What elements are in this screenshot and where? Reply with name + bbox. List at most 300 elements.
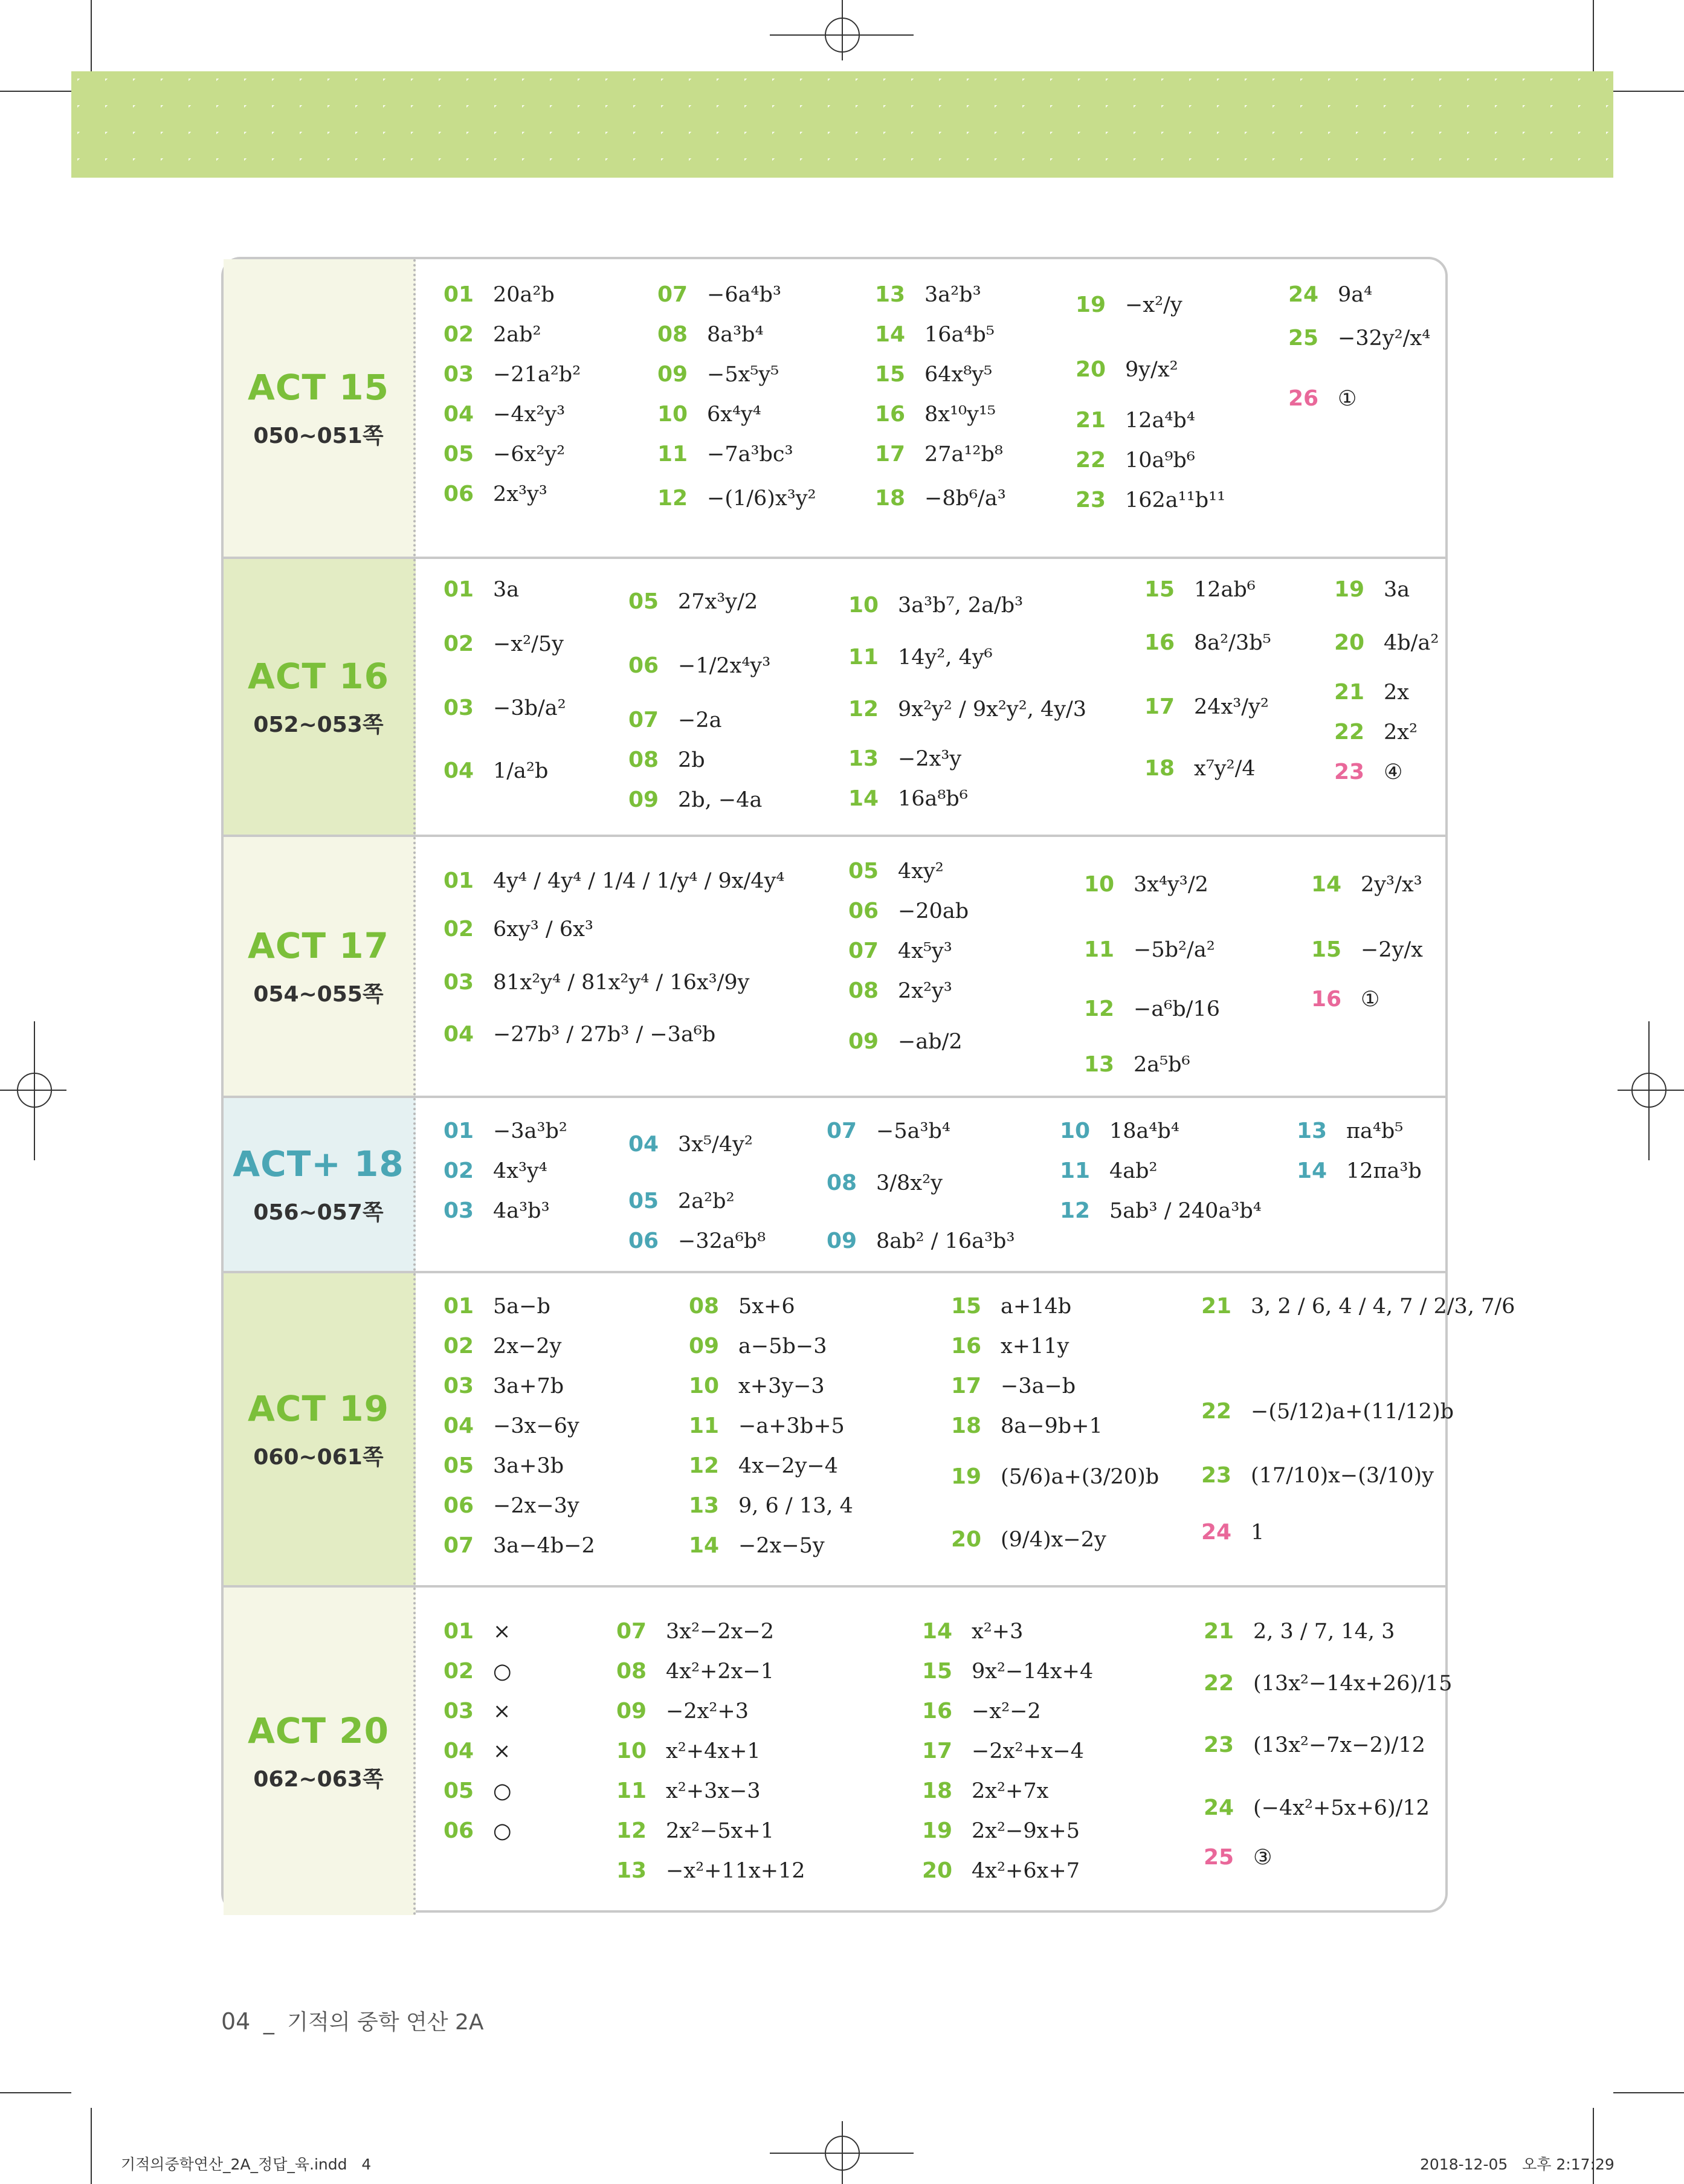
act-pages: 052~053쪽 [253,712,384,737]
answer-item [616,1619,774,1644]
answer-item [827,1119,950,1143]
answer-number: 05 [628,589,659,614]
answer-value: −x²/5y [493,632,564,656]
answer-number: 21 [1204,1619,1234,1644]
answer-number: 14 [922,1619,953,1644]
answer-number: 23 [1334,760,1365,784]
answer-item [1334,630,1439,655]
answer-value: −5b²/a² [1134,937,1215,962]
answer-value: (9/4)x−2y [1001,1527,1106,1552]
footer-separator: _ [263,2010,274,2035]
answer-item [1204,1845,1272,1870]
answer-value: 2x−2y [493,1334,562,1359]
answer-number: 04 [444,758,474,783]
answer-value: 1 [1251,1520,1265,1545]
answer-value: 12ab⁶ [1194,577,1256,602]
answer-value: −6x²y² [493,442,566,467]
answer-number: 12 [1060,1198,1091,1223]
answer-value: 5x+6 [738,1294,795,1319]
answer-number: 22 [1201,1399,1232,1424]
answer-item [848,978,952,1003]
slug-timestamp: 2018-12-05 오후 2:17:29 [1420,2156,1615,2173]
answer-number: 01 [444,1619,474,1644]
answer-item [444,696,566,720]
answer-value: −5x⁵y⁵ [707,362,779,387]
answer-item [628,1132,753,1157]
answer-item [875,282,981,307]
answer-number: 03 [444,1198,474,1223]
answer-item [951,1374,1076,1398]
answer-number: 03 [444,970,474,995]
answer-value: −ab/2 [898,1029,963,1054]
answer-number: 03 [444,1374,474,1398]
answer-item [444,1374,564,1398]
answer-value: −3x−6y [493,1413,579,1438]
answer-number: 02 [444,322,474,347]
answer-value: 27a¹²b⁸ [924,442,1003,467]
answer-number: 15 [951,1294,982,1319]
answer-number: 22 [1204,1671,1234,1696]
answer-value: ④ [1384,760,1403,784]
answer-item [657,322,764,347]
answer-number: 19 [1334,577,1365,602]
answer-value: 4x³y⁴ [493,1158,547,1183]
answer-number: 07 [444,1533,474,1558]
answer-number: 19 [951,1464,982,1489]
answer-item [848,697,1086,722]
answer-item [922,1818,1080,1843]
answer-value: 2b [678,748,705,772]
answer-item [848,1029,963,1054]
answer-value: −2y/x [1361,937,1423,962]
answer-value: 9a⁴ [1338,282,1373,307]
answer-value: 9x²y² / 9x²y², 4y/3 [898,697,1087,722]
answer-item [1076,408,1195,433]
act-17-section [224,837,1445,1098]
act-label [224,559,416,835]
answer-number: 03 [444,362,474,387]
answer-number: 23 [1076,488,1106,512]
answer-item [444,1699,511,1724]
answer-item [1201,1463,1434,1488]
answer-value: −2x²+x−4 [972,1739,1085,1763]
answer-item [444,402,565,427]
answer-item [444,1619,511,1644]
answer-number: 06 [628,653,659,678]
answer-item [875,322,995,347]
answer-value: 2x²+7x [972,1779,1049,1803]
answer-item [1297,1158,1422,1183]
answer-value: 2x² [1384,720,1418,745]
answer-number: 09 [827,1229,857,1253]
answer-number: 16 [951,1334,982,1359]
answer-value: 2b, −4a [678,787,763,812]
crop-mark [0,91,71,92]
answer-number: 18 [875,486,906,511]
act-16-section [224,559,1445,837]
act-label [224,1273,416,1585]
answer-item [444,758,548,783]
answer-number: 10 [1084,872,1115,897]
answer-number: 01 [444,282,474,307]
answer-number: 25 [1288,326,1319,351]
answer-number: 25 [1204,1845,1234,1870]
answer-item [616,1659,774,1684]
answer-item [1204,1671,1452,1696]
answer-number: 16 [1311,987,1342,1012]
answer-item [922,1699,1041,1724]
answer-value: 64x⁸y⁵ [924,362,993,387]
answer-item [616,1818,774,1843]
answer-value: 4a³b³ [493,1198,550,1223]
crop-mark [1613,2092,1684,2093]
crop-mark [0,2092,71,2093]
answer-item [628,708,721,732]
answer-value: x²+3 [972,1619,1024,1644]
answer-value: −x²−2 [972,1699,1041,1724]
act-pages: 050~051쪽 [253,423,384,448]
answer-value: 2a²b² [678,1189,735,1213]
answer-number: 10 [657,402,688,427]
slug-filename: 기적의중학연산_2A_정답_육.indd 4 [121,2156,372,2173]
answer-item [444,1659,512,1684]
answer-item [1084,1052,1190,1077]
answer-number: 06 [628,1229,659,1253]
answer-item [444,970,749,995]
answer-item [848,746,961,771]
answer-number: 02 [444,1334,474,1359]
act-pages: 056~057쪽 [253,1200,384,1225]
answer-number: 13 [689,1493,720,1518]
answer-number: 11 [1060,1158,1091,1183]
answer-item [1334,680,1409,705]
answer-item [1311,872,1422,897]
answer-value: 2x [1384,680,1410,705]
answer-value: 3a+3b [493,1453,564,1478]
answer-item [689,1413,845,1438]
page-number: 04 [221,2008,251,2035]
answer-item [1084,872,1208,897]
answer-value: 3x²−2x−2 [666,1619,774,1644]
act-title: ACT 16 [248,655,389,697]
answer-number: 08 [689,1294,720,1319]
answer-item [875,362,992,387]
answer-number: 15 [1144,577,1175,602]
answer-number: 20 [1334,630,1365,655]
answer-number: 07 [657,282,688,307]
answer-value: −8b⁶/a³ [924,486,1006,511]
answer-value: 9x²−14x+4 [972,1659,1094,1684]
answer-value: −2a [678,708,722,732]
answer-value: −21a²b² [493,362,581,387]
answer-item [922,1858,1080,1883]
answer-number: 14 [1311,872,1342,897]
answer-value: 18a⁴b⁴ [1109,1119,1179,1143]
answer-value: 3/8x²y [876,1171,943,1195]
act-pages: 062~063쪽 [253,1766,384,1792]
answer-value: 3x⁵/4y² [678,1132,753,1157]
answer-item [657,442,793,467]
answer-value: −2x−5y [738,1533,825,1558]
answer-item [1204,1733,1425,1757]
answer-item [689,1334,827,1359]
answer-number: 19 [1076,292,1106,317]
answer-item [1144,756,1256,781]
answer-value: 4y⁴ / 4y⁴ / 1/4 / 1/y⁴ / 9x/4y⁴ [493,868,785,893]
answer-value: 2x²y³ [898,978,952,1003]
answer-value: −3a−b [1001,1374,1076,1398]
answer-item [1060,1198,1262,1223]
answer-value: −7a³bc³ [707,442,793,467]
answer-number: 14 [875,322,906,347]
answer-item [616,1739,761,1763]
answer-number: 17 [1144,694,1175,719]
answer-number: 06 [848,899,879,923]
answer-item [657,282,781,307]
answer-value: −6a⁴b³ [707,282,781,307]
answer-number: 07 [628,708,659,732]
answer-value: x²+3x−3 [666,1779,761,1803]
answer-item [848,899,969,923]
answer-value: −2x²+3 [666,1699,749,1724]
answer-value: 2x²−9x+5 [972,1818,1080,1843]
answer-item [1204,1795,1430,1820]
crop-mark [91,0,92,71]
act-label [224,837,416,1096]
answer-item [444,1334,561,1359]
answer-value: 4xy² [898,859,944,884]
answer-item [1076,357,1178,382]
answer-number: 17 [922,1739,953,1763]
answer-value: −3a³b² [493,1119,567,1143]
answer-item [1201,1399,1454,1424]
answer-number: 15 [1311,937,1342,962]
answer-value: ① [1361,987,1380,1012]
registration-mark [17,1073,52,1108]
answer-number: 10 [616,1739,647,1763]
answer-number: 26 [1288,386,1319,411]
answer-item [848,939,952,963]
answer-value: a−5b−3 [738,1334,827,1359]
answer-number: 02 [444,917,474,942]
answer-value: 1/a²b [493,758,549,783]
answer-number: 01 [444,577,474,602]
answer-value: (17/10)x−(3/10)y [1251,1463,1434,1488]
answer-value: −2x−3y [493,1493,579,1518]
answer-item [1144,630,1271,655]
answer-number: 05 [444,442,474,467]
answer-number: 04 [444,1022,474,1047]
answer-number: 16 [1144,630,1175,655]
answer-number: 22 [1334,720,1365,745]
answer-item [444,362,581,387]
answer-item [951,1334,1069,1359]
registration-mark [825,18,860,53]
answer-number: 19 [922,1818,953,1843]
answer-number: 12 [689,1453,720,1478]
answer-item [1334,720,1418,745]
answer-number: 04 [444,1413,474,1438]
answer-value: 2, 3 / 7, 14, 3 [1253,1619,1395,1644]
answer-value: −27b³ / 27b³ / −3a⁶b [493,1022,716,1047]
answer-value: 8a²/3b⁵ [1194,630,1271,655]
answer-number: 09 [628,787,659,812]
answer-item [1144,577,1256,602]
answer-item [444,1158,547,1183]
answer-value: (13x²−14x+26)/15 [1253,1671,1453,1696]
answer-number: 21 [1201,1294,1232,1319]
answer-value: 8x¹⁰y¹⁵ [924,402,996,427]
answer-item [628,787,762,812]
answer-number: 09 [657,362,688,387]
answer-number: 08 [848,978,879,1003]
answer-item [1288,282,1372,307]
header-banner [71,71,1613,178]
act-pages: 054~055쪽 [253,981,384,1007]
answer-value: 3a [1384,577,1410,602]
answer-value: 16a⁴b⁵ [924,322,995,347]
answer-value: × [493,1699,511,1724]
answer-item [1076,448,1195,473]
answer-value: 24x³/y² [1194,694,1269,719]
answer-item [1204,1619,1395,1644]
answer-value: 20a²b [493,282,555,307]
answer-value: 4x⁵y³ [898,939,952,963]
answer-number: 15 [922,1659,953,1684]
answer-item [848,593,1023,618]
answer-value: 3x⁴y³/2 [1134,872,1208,897]
answer-number: 05 [444,1453,474,1478]
answer-item [689,1493,853,1518]
answer-item [848,645,993,670]
answer-item [1334,577,1410,602]
answer-item [689,1374,825,1398]
act-title: ACT 20 [248,1710,389,1751]
answer-item [444,577,519,602]
answer-item [1201,1294,1515,1319]
answer-value: 9y/x² [1125,357,1178,382]
registration-mark [825,2136,860,2171]
answer-value: 9, 6 / 13, 4 [738,1493,853,1518]
answer-item [875,402,996,427]
answer-value: 27x³y/2 [678,589,758,614]
answer-item [1060,1119,1179,1143]
answer-number: 24 [1201,1520,1232,1545]
act-pages: 060~061쪽 [253,1444,384,1470]
answer-number: 12 [1084,997,1115,1021]
answer-item [875,486,1006,511]
answer-number: 03 [444,696,474,720]
answer-value: (13x²−7x−2)/12 [1253,1733,1425,1757]
answer-number: 02 [444,632,474,656]
answer-number: 21 [1334,680,1365,705]
answer-item [444,917,593,942]
answer-item [444,1413,579,1438]
answer-number: 18 [951,1413,982,1438]
answer-number: 11 [1084,937,1115,962]
answer-value: ③ [1253,1845,1273,1870]
answer-value: x+11y [1001,1334,1069,1359]
answer-item [628,1189,735,1213]
answer-item [628,653,770,678]
answer-value: −2x³y [898,746,962,771]
answer-number: 13 [848,746,879,771]
answer-number: 01 [444,1119,474,1143]
answer-value: 4x²+2x−1 [666,1659,774,1684]
answer-item [689,1294,795,1319]
answer-item [616,1779,761,1803]
answer-number: 20 [922,1858,953,1883]
answer-value: ○ [493,1659,512,1684]
answer-item [444,1294,550,1319]
answer-number: 16 [875,402,906,427]
answer-item [875,442,1003,467]
answer-item [922,1739,1084,1763]
answer-item [657,362,779,387]
answer-item [444,1022,715,1047]
crop-mark [1593,0,1594,71]
answer-number: 14 [1297,1158,1328,1183]
answer-value: ○ [493,1818,512,1843]
answer-number: 12 [848,697,879,722]
answer-number: 13 [1297,1119,1328,1143]
answer-item [1311,937,1423,962]
answer-item [1201,1520,1264,1545]
answer-value: 81x²y⁴ / 81x²y⁴ / 16x³/9y [493,970,750,995]
answer-value: −32y²/x⁴ [1338,326,1431,351]
act-title: ACT+ 18 [233,1143,404,1184]
answer-item [848,859,944,884]
answer-number: 08 [827,1171,857,1195]
answer-item [1060,1158,1158,1183]
act-label [224,1588,416,1915]
answer-value: −1/2x⁴y³ [678,653,771,678]
answer-item [951,1294,1071,1319]
answer-value: 162a¹¹b¹¹ [1125,488,1226,512]
answer-number: 14 [848,786,879,811]
answer-value: 12a⁴b⁴ [1125,408,1195,433]
answer-number: 01 [444,1294,474,1319]
answer-item [628,1229,766,1253]
answer-item [922,1659,1093,1684]
answer-value: 6xy³ / 6x³ [493,917,593,942]
answer-value: −x²+11x+12 [666,1858,805,1883]
answer-number: 10 [1060,1119,1091,1143]
answer-item [616,1699,749,1724]
answer-item [951,1413,1103,1438]
answer-number: 24 [1288,282,1319,307]
answer-value: −5a³b⁴ [876,1119,950,1143]
answer-item [444,1119,567,1143]
answer-number: 09 [848,1029,879,1054]
answer-value: 12πa³b [1346,1158,1422,1183]
answer-item [628,589,758,614]
answer-item [1076,292,1182,317]
act-label [224,259,416,557]
answer-item [444,1739,511,1763]
answer-number: 02 [444,1158,474,1183]
answer-item [951,1527,1106,1552]
answer-value: 3a+7b [493,1374,564,1398]
act-19-section [224,1273,1515,1588]
answer-value: −a⁶b/16 [1134,997,1220,1021]
answer-number: 17 [951,1374,982,1398]
answer-item [689,1453,838,1478]
answer-item [657,486,816,511]
answer-number: 13 [1084,1052,1115,1077]
answer-value: (5/6)a+(3/20)b [1001,1464,1160,1489]
answer-number: 04 [628,1132,659,1157]
